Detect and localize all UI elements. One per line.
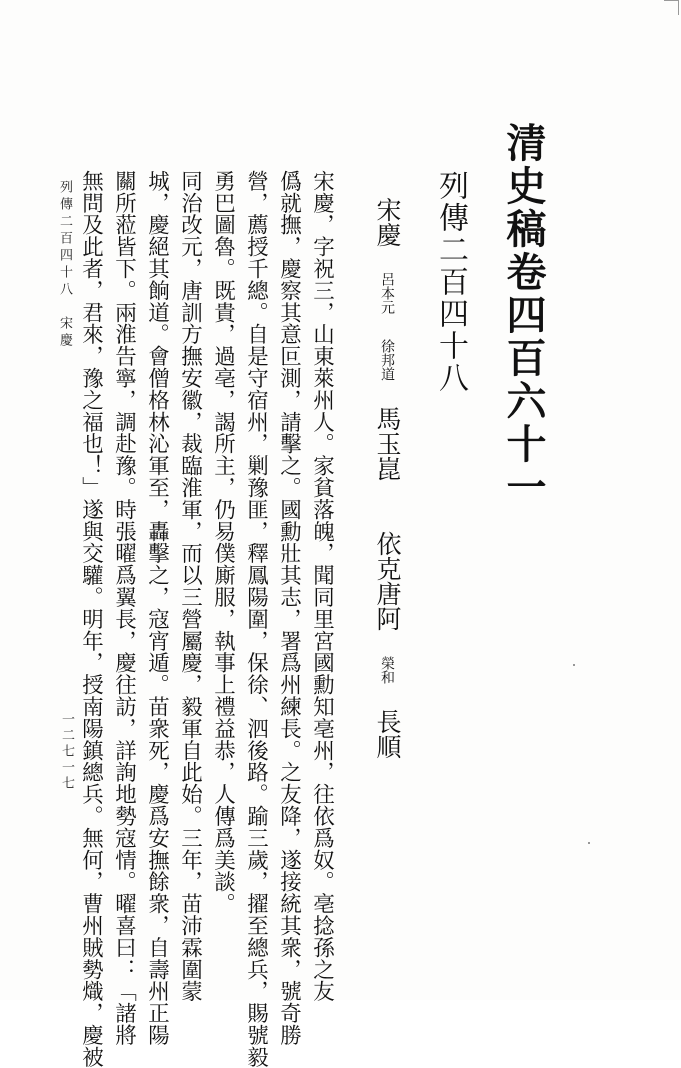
margin-running-head: 列傳二百四十八 宋慶 — [57, 180, 72, 350]
body-column: 同治改元，唐訓方撫安徽，裁臨淮軍，而以三營屬慶，毅軍自此始。三年，苗沛霖圍蒙 — [177, 170, 203, 1003]
body-column: 營，薦授千總。自是守宿州，剿豫匪，釋鳳陽圍，保徐、泗後路。踰三歲，擢至總兵，賜號毅 — [243, 170, 269, 1068]
subject-chang-shun: 長順 — [373, 709, 402, 759]
body-column: 城，慶絕其餉道。會僧格林沁軍至，轟擊之，寇宵遁。苗衆死，慶爲安撫餘衆，自壽州正陽 — [144, 170, 170, 1046]
subject-song-qing: 宋慶 — [373, 197, 402, 247]
volume-title: 清史稿卷四百六十一 — [500, 122, 547, 509]
scan-corner-mark — [664, 0, 679, 15]
body-column: 宋慶，字祝三，山東萊州人。家貧落魄，聞同里宮國勳知亳州，往依爲奴。亳捻孫之友 — [309, 170, 335, 1003]
chapter-title: 列傳二百四十八 — [433, 170, 468, 394]
body-column: 勇巴圖魯。既貴，過亳，謁所主，仍易僕廝服，執事上禮益恭，人傳爲美談。 — [210, 170, 236, 915]
scan-speck — [573, 664, 575, 666]
subject-xu-bangdao: 徐邦道 — [379, 339, 395, 381]
body-column: 關所蒞皆下。兩淮告寧，調赴豫。時張曜爲翼長，慶往訪，詳詢地勢寇情。曜喜曰：「諸將 — [111, 170, 137, 1046]
page-number: 一二七一七 — [59, 712, 74, 792]
body-column: 無問及此者，君來，豫之福也！」遂與交驩。明年，授南陽鎮總兵。無何，曹州賊勢熾，慶被 — [78, 170, 104, 1068]
subject-rong-he: 榮和 — [379, 656, 395, 684]
subject-lu-benyuan: 呂本元 — [379, 272, 395, 314]
subject-ma-yukun: 馬玉崑 — [373, 406, 402, 481]
subject-yiketanga: 依克唐阿 — [373, 531, 402, 631]
scan-speck — [588, 842, 590, 844]
body-column: 僞就撫，慶察其意叵測，請擊之。國勳壯其志，署爲州練長。之友降，遂接統其衆，號奇勝 — [276, 170, 302, 1046]
biography-subjects — [375, 197, 400, 759]
